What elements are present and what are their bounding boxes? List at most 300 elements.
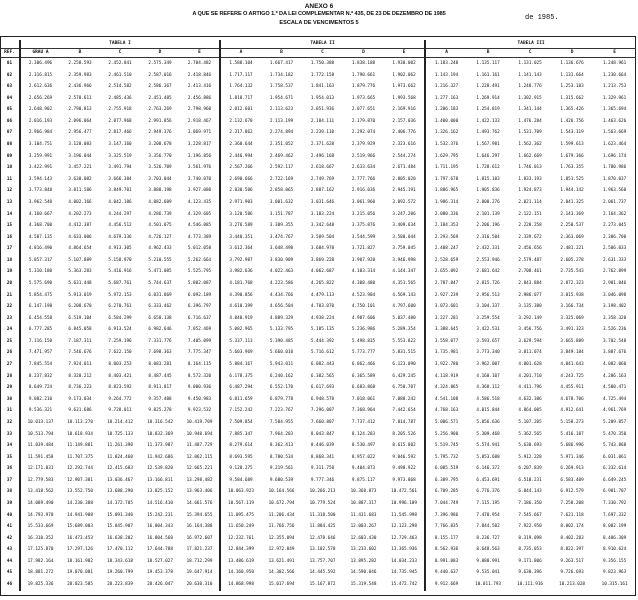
ref-cell: 02: [6, 72, 13, 78]
salary-cell: 20.223.839: [107, 582, 133, 588]
salary-cell: 5.057.317: [20, 255, 60, 267]
salary-cell: 9.264.772: [108, 396, 132, 402]
salary-cell: 3.247.206: [392, 211, 416, 217]
salary-cell: 1.679.366: [560, 153, 584, 159]
salary-cell: 1.213.753: [602, 84, 627, 90]
salary-cell: 6.709.285: [425, 486, 467, 498]
salary-cell: 3.561.976: [187, 165, 212, 171]
salary-cell: 2.605.278: [560, 257, 584, 263]
salary-cell: 7.471.957: [20, 347, 60, 359]
salary-cell: 2.805.020: [392, 176, 416, 182]
salary-cell: 2.587.016: [148, 72, 172, 78]
salary-cell: 3.735.981: [425, 347, 467, 359]
salary-cell: 9.082.210: [20, 394, 60, 406]
table-row: [0, 544, 636, 556]
ref-cell: 31: [6, 408, 13, 414]
salary-cell: 4.022.463: [269, 269, 294, 275]
salary-cell: 2.631.333: [602, 257, 627, 263]
salary-cell: 7.660.807: [310, 419, 335, 425]
salary-cell: 2.777.766: [351, 176, 376, 182]
table-row: [0, 313, 636, 325]
salary-cell: 2.164.362: [602, 211, 627, 217]
salary-cell: 8.487.445: [148, 373, 172, 379]
salary-cell: 9.404.873: [351, 466, 376, 472]
ref-cell: 30: [6, 396, 13, 402]
salary-cell: 2.633.634: [351, 165, 376, 171]
ref-cell: 36: [6, 466, 13, 472]
salary-cell: 3.773.848: [20, 185, 60, 197]
salary-cell: 6.453.691: [476, 477, 500, 483]
salary-cell: 10.013.137: [20, 417, 60, 429]
salary-cell: 1.886.965: [425, 185, 467, 197]
salary-cell: 3.196.044: [68, 153, 92, 159]
salary-cell: 12.972.849: [268, 547, 295, 553]
salary-cell: 3.927.080: [187, 188, 212, 194]
salary-cell: 18.527.027: [147, 558, 173, 564]
salary-cell: 2.485.436: [108, 95, 132, 101]
salary-cell: 8.572.320: [187, 373, 212, 379]
salary-cell: 10.779.524: [309, 500, 336, 506]
salary-cell: 1.493.762: [476, 130, 500, 136]
salary-cell: 1.764.132: [220, 81, 261, 93]
salary-cell: 6.240.162: [269, 373, 294, 379]
salary-cell: 7.698.363: [148, 350, 172, 356]
table-ii-header: TABELA II: [220, 40, 425, 49]
salary-cell: 1.993.568: [392, 95, 416, 101]
salary-cell: 2.306.496: [20, 58, 60, 70]
salary-cell: 2.787.847: [425, 278, 467, 290]
ref-cell: 13: [6, 199, 13, 205]
salary-cell: 3.509.504: [310, 234, 335, 240]
salary-cell: 3.544.599: [351, 234, 376, 240]
salary-cell: 1.476.284: [518, 118, 542, 124]
salary-cell: 6.750.707: [392, 385, 416, 391]
salary-cell: 3.046.098: [602, 292, 627, 298]
salary-cell: 11.431.683: [350, 512, 377, 518]
salary-cell: 1.563.669: [602, 130, 627, 136]
salary-cell: 1.986.314: [425, 197, 467, 209]
salary-cell: 5.262.664: [187, 257, 212, 263]
salary-cell: 1.662.669: [518, 153, 542, 159]
salary-cell: 3.922.780: [425, 359, 467, 371]
salary-cell: 9.680.539: [269, 477, 294, 483]
salary-cell: 5.337.113: [220, 336, 261, 348]
salary-cell: 2.956.477: [68, 130, 92, 136]
salary-cell: 6.365.589: [351, 373, 376, 379]
salary-cell: 2.578.611: [68, 95, 92, 101]
salary-cell: 7.697.332: [602, 512, 627, 518]
salary-cell: 3.147.160: [108, 142, 132, 148]
salary-cell: 1.838.188: [351, 61, 376, 66]
salary-cell: 15.394.655: [186, 512, 213, 518]
salary-cell: 3.526.709: [148, 165, 172, 171]
salary-cell: 5.012.058: [187, 246, 212, 252]
salary-cell: 1.531.709: [518, 130, 542, 136]
salary-cell: 3.491.794: [108, 165, 132, 171]
ref-cell: 08: [6, 142, 13, 148]
ref-cell: 37: [6, 477, 13, 483]
salary-cell: 5.831.515: [392, 350, 416, 356]
salary-cell: 20.426.047: [147, 582, 173, 588]
salary-cell: 11.373.987: [147, 443, 173, 449]
salary-cell: 6.454.558: [20, 313, 60, 325]
salary-cell: 5.913.019: [68, 292, 92, 298]
grade-column-header-e: E: [180, 49, 220, 58]
salary-cell: 3.151.787: [269, 211, 294, 217]
salary-cell: 2.858.065: [269, 188, 294, 194]
salary-cell: 17.297.126: [67, 547, 93, 553]
salary-cell: 1.963.560: [602, 188, 627, 194]
salary-cell: 1.763.355: [560, 165, 584, 171]
salary-cell: 1.905.836: [476, 188, 500, 194]
salary-cell: 6.912.579: [560, 489, 584, 495]
salary-cell: 5.082.965: [220, 324, 261, 336]
salary-cell: 5.056.636: [476, 419, 500, 425]
salary-cell: 3.092.572: [392, 199, 416, 205]
salary-cell: 3.594.143: [20, 174, 60, 186]
salary-cell: 7.766.835: [425, 521, 467, 533]
salary-cell: 11.318.500: [309, 512, 336, 518]
grade-column-header-c: C: [100, 49, 140, 58]
salary-cell: 7.152.242: [220, 405, 261, 417]
salary-cell: 5.158.970: [108, 257, 132, 263]
salary-cell: 2.250.537: [560, 223, 584, 229]
salary-cell: 10.213.028: [559, 582, 586, 588]
salary-cell: 13.418.562: [20, 486, 60, 498]
salary-cell: 6.552.170: [269, 385, 294, 391]
ref-cell: 09: [6, 153, 13, 159]
salary-cell: 6.178.375: [220, 371, 261, 383]
salary-cell: 2.418.846: [187, 72, 212, 78]
grade-column-header-b: B: [60, 49, 100, 58]
salary-cell: 12.478.646: [309, 535, 336, 541]
salary-cell: 15.091.340: [107, 512, 133, 518]
ref-cell: 43: [6, 547, 13, 553]
ref-cell: 27: [6, 362, 13, 368]
salary-cell: 5.603.969: [220, 347, 261, 359]
salary-cell: 3.666.384: [108, 176, 132, 182]
salary-cell: 4.679.336: [108, 234, 132, 240]
salary-cell: 12.603.430: [350, 535, 377, 541]
ref-cell: 05: [6, 107, 13, 113]
salary-cell: 1.161.161: [476, 72, 500, 78]
salary-cell: 4.768.163: [425, 405, 467, 417]
salary-cell: 3.721.827: [351, 246, 376, 252]
salary-cell: 4.889.329: [269, 315, 294, 321]
grade-column-header-d: D: [551, 49, 593, 58]
salary-cell: 1.562.362: [518, 142, 542, 148]
salary-cell: 3.830.909: [269, 257, 294, 263]
salary-cell: 4.265.822: [310, 280, 335, 286]
salary-cell: 2.506.033: [602, 246, 627, 252]
salary-cell: 7.187.311: [68, 338, 92, 344]
salary-cell: 2.544.274: [392, 153, 416, 159]
salary-cell: 9.536.321: [20, 405, 60, 417]
salary-cell: 14.793.970: [20, 510, 60, 522]
salary-cell: 18.712.299: [186, 558, 213, 564]
salary-cell: 10.567.119: [220, 498, 261, 510]
salary-cell: 7.844.502: [476, 524, 500, 530]
salary-cell: 4.002.166: [68, 199, 92, 205]
salary-cell: 10.513.794: [20, 429, 60, 441]
salary-cell: 2.704.482: [187, 61, 212, 66]
salary-cell: 8.083.281: [148, 362, 172, 368]
grau-column-header: GRAU A: [20, 49, 60, 58]
salary-cell: 1.315.662: [560, 95, 584, 101]
table-row: [0, 162, 636, 174]
salary-cell: 3.120.586: [220, 209, 261, 221]
salary-cell: 7.775.347: [187, 350, 212, 356]
salary-cell: 9.973.868: [392, 477, 416, 483]
salary-cell: 4.434.766: [269, 292, 294, 298]
salary-cell: 1.667.417: [269, 61, 294, 66]
salary-cell: 16.638.202: [107, 535, 133, 541]
salary-cell: 10.315.161: [601, 582, 628, 588]
salary-cell: 3.128.083: [68, 142, 92, 148]
salary-cell: 2.648.902: [20, 104, 60, 116]
salary-cell: 8.124.283: [351, 431, 376, 437]
salary-cell: 1.930.002: [392, 61, 416, 66]
salary-cell: 6.031.869: [148, 292, 172, 298]
salary-cell: 2.971.903: [220, 197, 261, 209]
ref-cell: 42: [6, 535, 13, 541]
salary-cell: 8.823.592: [108, 385, 132, 391]
salary-cell: 2.927.239: [425, 290, 467, 302]
salary-cell: 4.569.143: [392, 292, 416, 298]
salary-cell: 11.824.460: [107, 454, 133, 460]
salary-cell: 2.273.045: [602, 223, 627, 229]
salary-cell: 6.389.795: [425, 475, 467, 487]
salary-cell: 6.617.693: [310, 385, 335, 391]
salary-cell: 4.123.435: [187, 199, 212, 205]
salary-cell: 10.111.916: [517, 582, 544, 588]
salary-cell: 4.864.005: [518, 408, 542, 414]
salary-cell: 11.095.475: [220, 510, 261, 522]
salary-cell: 8.003.253: [108, 362, 132, 368]
ref-header-spacer: [0, 40, 20, 49]
salary-cell: 3.759.045: [392, 246, 416, 252]
salary-cell: 4.368.112: [476, 385, 500, 391]
salary-cell: 7.331.776: [148, 338, 172, 344]
salary-cell: 1.426.756: [560, 118, 584, 124]
salary-cell: 1.422.133: [476, 118, 500, 124]
salary-cell: 2.798.960: [187, 107, 212, 113]
salary-cell: 4.062.687: [310, 269, 335, 275]
salary-cell: 2.956.513: [476, 292, 500, 298]
ref-cell: 19: [6, 269, 13, 275]
table-row: [0, 429, 636, 441]
salary-cell: 8.736.223: [68, 385, 92, 391]
salary-cell: 3.491.323: [560, 327, 584, 333]
table-row: [0, 498, 636, 510]
salary-cell: 6.584.299: [108, 315, 132, 321]
table-row: [0, 70, 636, 82]
salary-cell: 3.773.340: [476, 350, 500, 356]
salary-cell: 14.160.950: [220, 567, 261, 579]
salary-cell: 3.227.281: [425, 313, 467, 325]
salary-cell: 3.792.987: [220, 255, 261, 267]
salary-cell: 9.219.561: [269, 466, 294, 472]
salary-cell: 2.612.636: [20, 81, 60, 93]
salary-cell: 4.351.565: [392, 280, 416, 286]
salary-cell: 14.735.945: [391, 570, 417, 576]
salary-cell: 1.135.117: [476, 61, 500, 66]
salary-cell: 10.887.317: [350, 500, 377, 506]
salary-cell: 4.412.387: [68, 223, 92, 229]
salary-cell: 1.758.537: [269, 84, 294, 90]
salary-cell: 6.913.524: [108, 327, 132, 333]
salary-cell: 10.011.793: [475, 582, 502, 588]
salary-cell: 9.923.532: [187, 408, 212, 414]
salary-cell: 7.845.554: [20, 359, 60, 371]
salary-cell: 10.472.561: [391, 489, 417, 495]
salary-cell: 7.368.964: [351, 408, 376, 414]
salary-cell: 3.811.586: [68, 188, 92, 194]
salary-cell: 6.487.294: [220, 382, 261, 394]
salary-cell: 9.263.517: [560, 558, 584, 564]
salary-cell: 14.516.410: [147, 500, 173, 506]
salary-cell: 7.223.767: [269, 408, 294, 414]
salary-cell: 4.479.113: [310, 292, 335, 298]
salary-cell: 5.631.448: [68, 280, 92, 286]
salary-cell: 2.386.700: [602, 234, 627, 240]
grade-column-header-e: E: [593, 49, 636, 58]
salary-cell: 9.450.983: [187, 396, 212, 402]
salary-cell: 15.319.548: [350, 582, 377, 588]
salary-cell: 1.646.297: [476, 153, 500, 159]
ref-cell: 15: [6, 223, 13, 229]
salary-cell: 4.201.710: [518, 373, 542, 379]
year-note: de 1985.: [525, 14, 559, 22]
salary-cell: 17.125.870: [20, 544, 60, 556]
salary-cell: 2.360.644: [220, 139, 261, 151]
table-row: [0, 151, 636, 163]
salary-table: [0, 40, 636, 591]
salary-cell: 3.849.184: [560, 350, 584, 356]
salary-cell: 1.543.119: [560, 130, 584, 136]
salary-cell: 2.815.726: [476, 280, 500, 286]
salary-cell: 13.757.707: [309, 558, 336, 564]
salary-cell: 1.253.183: [560, 84, 584, 90]
salary-cell: 5.390.485: [269, 338, 294, 344]
ref-cell: 29: [6, 385, 13, 391]
salary-cell: 6.650.138: [148, 315, 172, 321]
ref-cell: 14: [6, 211, 13, 217]
table-row: [0, 567, 636, 579]
salary-cell: 7.737.412: [351, 419, 376, 425]
salary-cell: 7.088.242: [392, 396, 416, 402]
salary-cell: 3.356.770: [148, 153, 172, 159]
salary-cell: 2.184.353: [425, 220, 467, 232]
salary-cell: 5.209.857: [602, 419, 627, 425]
salary-cell: 12.539.820: [147, 466, 173, 472]
salary-cell: 7.018.061: [351, 396, 376, 402]
ref-cell: 17: [6, 246, 13, 252]
salary-cell: 14.302.566: [268, 570, 295, 576]
salary-cell: 2.143.369: [560, 211, 584, 217]
salary-cell: 9.440.637: [425, 567, 467, 579]
salary-cell: 6.207.839: [518, 466, 542, 472]
salary-cell: 5.416.916: [108, 269, 132, 275]
salary-cell: 2.456.656: [518, 246, 542, 252]
salary-cell: 6.332.614: [602, 466, 627, 472]
salary-cell: 3.740.070: [187, 176, 212, 182]
salary-cell: 18.161.982: [67, 558, 93, 564]
salary-cell: 3.388.645: [425, 324, 467, 336]
salary-cell: 1.400.000: [425, 116, 467, 128]
salary-cell: 16.473.453: [67, 535, 93, 541]
salary-cell: 4.546.085: [187, 223, 212, 229]
salary-cell: 13.621.491: [268, 558, 295, 564]
salary-cell: 4.797.600: [392, 304, 416, 310]
salary-cell: 4.586.518: [476, 396, 500, 402]
salary-cell: 5.158.273: [560, 419, 584, 425]
salary-cell: 3.422.991: [20, 162, 60, 174]
salary-cell: 19.647.914: [186, 570, 213, 576]
salary-cell: 1.728.612: [476, 165, 500, 171]
salary-cell: 12.062.115: [186, 454, 213, 460]
salary-cell: 5.972.153: [108, 292, 132, 298]
salary-cell: 8.910.624: [602, 547, 627, 553]
salary-cell: 6.208.670: [68, 304, 92, 310]
salary-cell: 1.902.062: [392, 72, 416, 78]
salary-cell: 3.001.632: [269, 199, 294, 205]
table-row: [0, 347, 636, 359]
salary-cell: 19.825.336: [20, 579, 60, 591]
salary-cell: 1.141.143: [518, 72, 542, 78]
salary-cell: 14.590.046: [350, 570, 377, 576]
salary-cell: 4.610.399: [220, 301, 261, 313]
salary-cell: 13.102.578: [309, 547, 336, 553]
salary-cell: 1.623.464: [602, 142, 627, 148]
salary-cell: 2.206.196: [476, 223, 500, 229]
salary-cell: 4.961.769: [602, 408, 627, 414]
table-iii-header: TABELA III: [425, 40, 636, 49]
salary-cell: 10.832.369: [147, 431, 173, 437]
salary-cell: 9.171.806: [518, 558, 542, 564]
salary-cell: 9.535.041: [476, 570, 500, 576]
salary-cell: 3.811.074: [518, 350, 542, 356]
salary-cell: 2.991.856: [148, 118, 172, 124]
salary-cell: 1.629.795: [425, 151, 467, 163]
ref-cell: 38: [6, 489, 13, 495]
salary-cell: 2.966.984: [20, 127, 60, 139]
salary-cell: 4.286.739: [148, 211, 172, 217]
salary-cell: 5.363.283: [68, 269, 92, 275]
salary-cell: 2.051.936: [310, 107, 335, 113]
salary-cell: 4.633.006: [68, 234, 92, 240]
salary-cell: 14.868.998: [220, 579, 261, 591]
table-row: [0, 116, 636, 128]
table-row: [0, 278, 636, 290]
salary-cell: 6.333.462: [148, 304, 172, 310]
salary-cell: 7.885.347: [220, 429, 261, 441]
salary-cell: 8.320.212: [68, 373, 92, 379]
salary-cell: 3.375.876: [351, 223, 376, 229]
salary-cell: 7.296.007: [310, 408, 335, 414]
salary-cell: 1.365.694: [602, 107, 627, 113]
grade-column-header-c: C: [509, 49, 551, 58]
salary-cell: 12.232.761: [220, 533, 261, 545]
grade-column-header-c: C: [302, 49, 343, 58]
salary-cell: 8.155.177: [425, 533, 467, 545]
salary-cell: 3.457.221: [68, 165, 92, 171]
salary-cell: 2.872.323: [560, 280, 584, 286]
salary-cell: 3.982.636: [220, 266, 261, 278]
salary-cell: 4.181.768: [220, 278, 261, 290]
salary-cell: 14.230.388: [67, 500, 93, 506]
salary-cell: 5.107.205: [518, 419, 542, 425]
